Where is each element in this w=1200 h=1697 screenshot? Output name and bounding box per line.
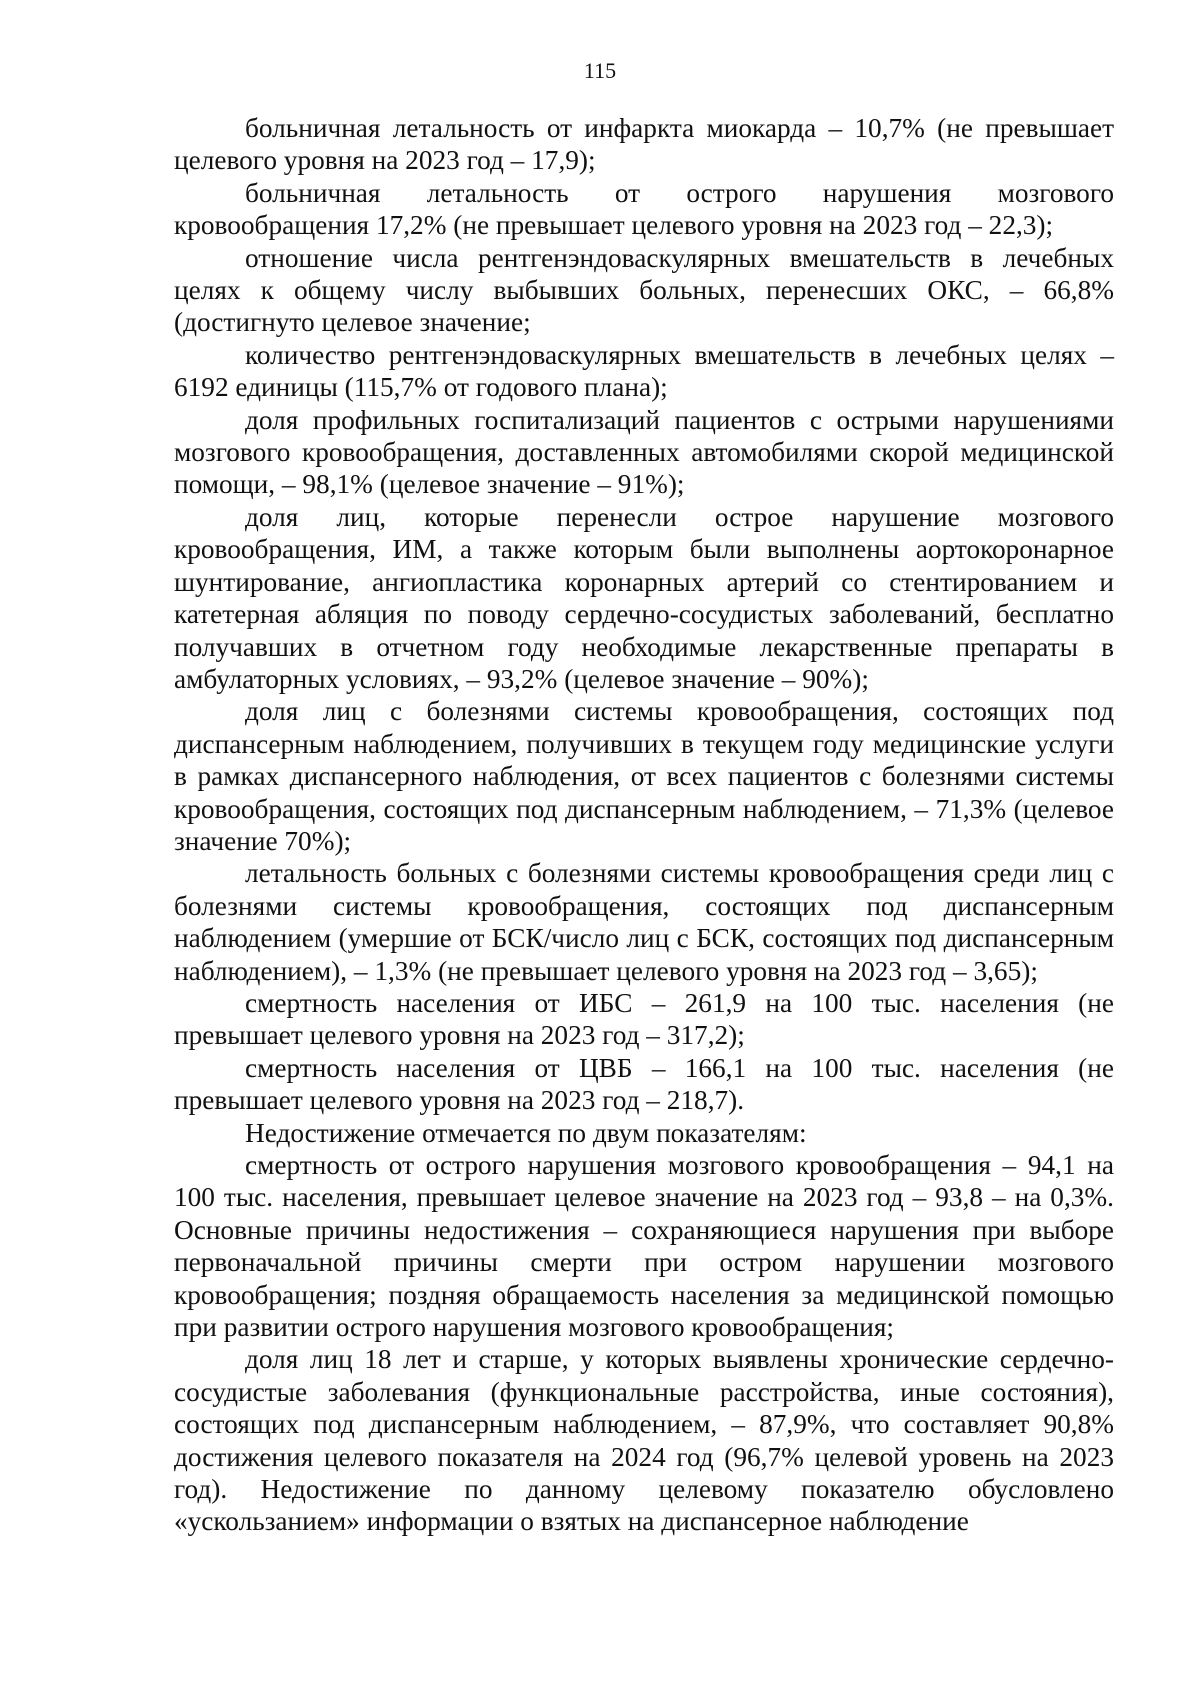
paragraph-hospital-mortality-stroke: больничная летальность от острого нарушения мозгового кровообращения 17,2% (не превышает целевого уровня на 2023 год – 22,3); bbox=[174, 177, 1114, 241]
paragraph-stroke-mortality: смертность от острого нарушения мозгового кровообращения – 94,1 на 100 тыс. населения, превышает целевое значение на 2023 год – 93,8 – на 0,3%. Основные причины недостижения – сохраняющиеся нарушения при выборе первоначальной причины смерти при остром нарушении мозгового кровообращения; поздняя обращаемость населения за медицинской помощью при развитии острого нарушения мозгового кровообращения; bbox=[174, 1150, 1114, 1343]
document-body bbox=[174, 112, 1114, 1538]
paragraph-endovascular-ratio: отношение числа рентгенэндоваскулярных вмешательств в лечебных целях к общему числу выбывших больных, перенесших ОКС, – 66,8% (достигнуто целевое значение; bbox=[174, 242, 1114, 338]
paragraph-cvd-mortality: смертность населения от ЦВБ – 166,1 на 100 тыс. населения (не превышает целевого уровня на 2023 год – 218,7). bbox=[174, 1052, 1114, 1116]
paragraph-hospital-mortality-mi: больничная летальность от инфаркта миокарда – 10,7% (не превышает целевого уровня на 2023 год – 17,9); bbox=[174, 113, 1114, 176]
paragraph-not-achieved-intro: Недостижение отмечается по двум показателям: bbox=[245, 1117, 807, 1148]
paragraph-profile-hospitalizations: доля профильных госпитализаций пациентов с острыми нарушениями мозгового кровообращения, доставленных автомобилями скорой медицинской помощи, – 98,1% (целевое значение – 91%); bbox=[174, 404, 1114, 500]
paragraph-dispensary-mortality: летальность больных с болезнями системы кровообращения среди лиц с болезнями системы кровообращения, состоящих под диспансерным наблюдением (умершие от БСК/число лиц с БСК, состоящих под диспансерным наблюдением), – 1,3% (не превышает целевого уровня на 2023 год – 3,65); bbox=[174, 858, 1114, 986]
paragraph-ihd-mortality: смертность населения от ИБС – 261,9 на 100 тыс. населения (не превышает целевого уровня на 2023 год – 317,2); bbox=[174, 987, 1114, 1051]
paragraph-endovascular-count: количество рентгенэндоваскулярных вмешательств в лечебных целях – 6192 единицы (115,7% от годового плана); bbox=[174, 339, 1114, 403]
paragraph-free-medications: доля лиц, которые перенесли острое нарушение мозгового кровообращения, ИМ, а также которым были выполнены аортокоронарное шунтирование, ангиопластика коронарных артерий со стентированием и катетерная абляция по поводу сердечно-сосудистых заболеваний, бесплатно получавших в отчетном году необходимые лекарственные препараты в амбулаторных условиях, – 93,2% (целевое значение – 90%); bbox=[174, 501, 1114, 694]
paragraph-dispensary-services: доля лиц с болезнями системы кровообращения, состоящих под диспансерным наблюдением, получивших в текущем году медицинские услуги в рамках диспансерного наблюдения, от всех пациентов с болезнями системы кровообращения, состоящих под диспансерным наблюдением, – 71,3% (целевое значение 70%); bbox=[174, 696, 1114, 856]
paragraph-dispensary-share: доля лиц 18 лет и старше, у которых выявлены хронические сердечно-сосудистые заболевания (функциональные расстройства, иные состояния), состоящих под диспансерным наблюдением, – 87,9%, что составляет 90,8% достижения целевого показателя на 2024 год (96,7% целевой уровень на 2023 год). Недостижение по данному целевому показателю обусловлено «ускользанием» информации о взятых на диспансерное наблюдение bbox=[174, 1344, 1114, 1537]
page-number: 115 bbox=[583, 58, 617, 83]
